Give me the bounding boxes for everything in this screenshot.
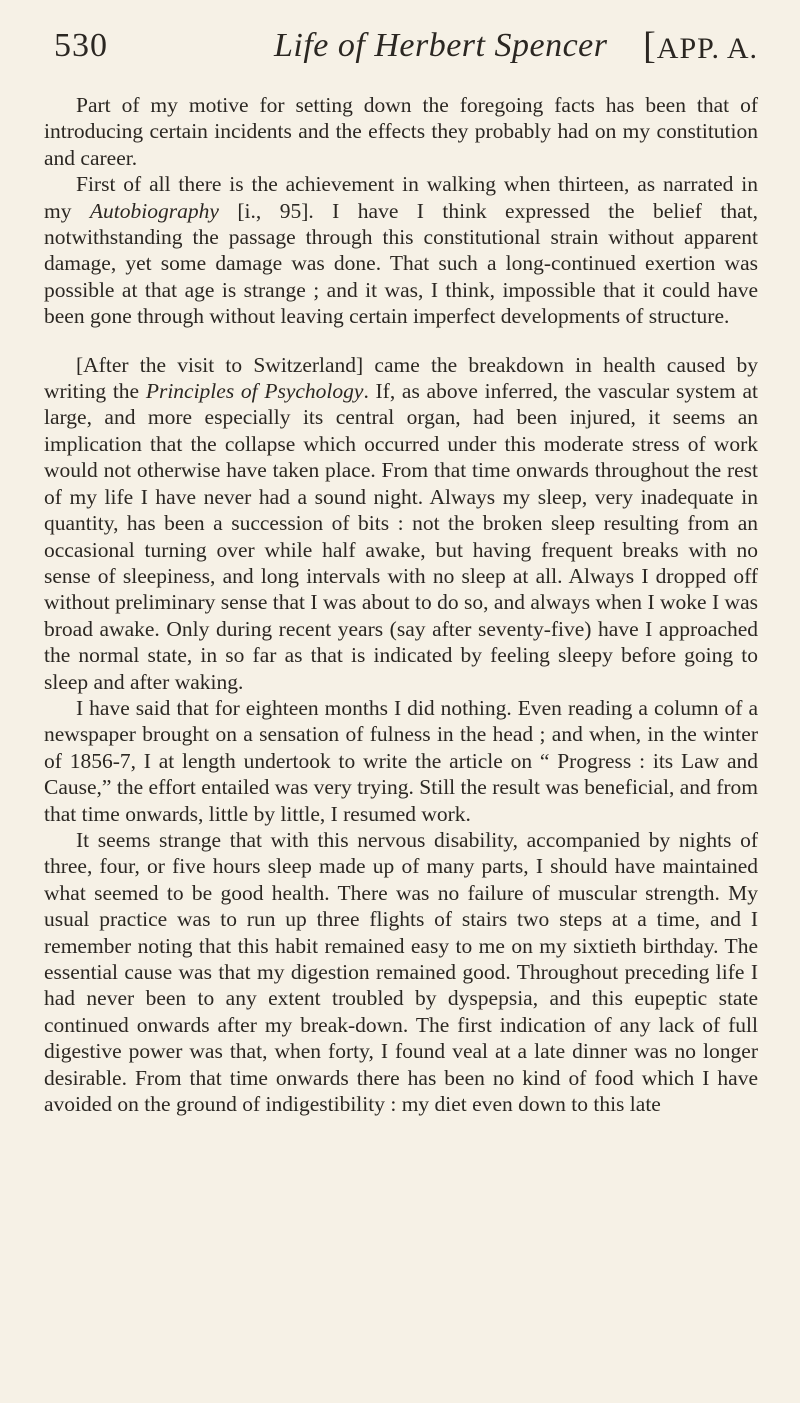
paragraph-text: I have said that for eighteen months I did nothing. Even reading a column of a newspaper brought on a sensation of fulness in the head ; and when, in the winter of 1856-7, I at length undertook to write the article on “ Progress : its Law and Cause,” the effort entailed was very trying. Still the result was beneficial, and from that time onwards, little by little, I resumed work. <box>44 695 758 826</box>
paragraph-5 <box>44 827 758 1117</box>
section-label: APP. A. <box>656 32 758 65</box>
paragraph-text: . If, as above inferred, the vascular system at large, and more especially its central organ, had been injured, it seems an implication that the collapse which occurred under this moderate stress of work would not otherwise have taken place. From that time onwards throughout the rest of my life I have never had a sound night. Always my sleep, very inadequate in quantity, has been a succession of bits : not the broken sleep resulting from an occasional turning over while half awake, but having frequent breaks with no sense of sleepiness, and long intervals with no sleep at all. Always I dropped off without preliminary sense that I was about to do so, and always when I woke I was broad awake. Only during recent years (say after seventy-five) have I approached the normal state, in so far as that is indicated by feeling sleepy before going to sleep and after waking. <box>44 379 758 694</box>
paragraph-text: [After the visit to Switzerland] came the breakdown in health caused by writing the <box>44 352 758 404</box>
paragraph-2 <box>44 171 758 329</box>
book-page <box>44 0 766 1403</box>
running-title: Life of Herbert Spencer <box>274 27 608 64</box>
paragraph-1 <box>44 92 758 171</box>
paragraph-3 <box>44 352 758 695</box>
paragraph-text: [i., 95]. I have I think expressed the belief that, notwithstanding the passage through this constitutional strain without apparent damage, yet some damage was done. That such a long-continued exertion was possible at that age is strange ; and it was, I think, impossible that it could have been gone through without leaving certain imperfect developments of structure. <box>44 198 758 329</box>
body-text <box>44 92 758 1117</box>
paragraph-text: It seems strange that with this nervous disability, accompanied by nights of three, four, or five hours sleep made up of many parts, I should have maintained what seemed to be good health. There was no failure of muscular strength. My usual practice was to run up three flights of stairs two steps at a time, and I remember noting that this habit remained easy to me on my sixtieth birthday. The essential cause was that my digestion remained good. Throughout preceding life I had never been to any extent troubled by dyspepsia, and this eupeptic state continued onwards after my break-down. The first indication of any lack of full digestive power was that, when forty, I found veal at a late dinner was no longer desirable. From that time onwards there has been no kind of food which I have avoided on the ground of indigestibility : my diet even down to this late <box>44 827 758 1117</box>
section-bracket: [ <box>643 25 657 67</box>
page-number: 530 <box>54 27 108 64</box>
paragraph-4 <box>44 695 758 827</box>
book-title-autobiography: Autobiography <box>89 198 219 223</box>
paragraph-text: First of all there is the achievement in walking when thirteen, as narrated in my <box>44 172 758 223</box>
running-head <box>44 16 758 76</box>
book-title-principles: Principles of Psychology <box>145 379 364 404</box>
paragraph-text: Part of my motive for setting down the foregoing facts has been that of introducing certain incidents and the effects they probably had on my constitution and career. <box>44 93 758 170</box>
section-mark <box>643 16 758 79</box>
